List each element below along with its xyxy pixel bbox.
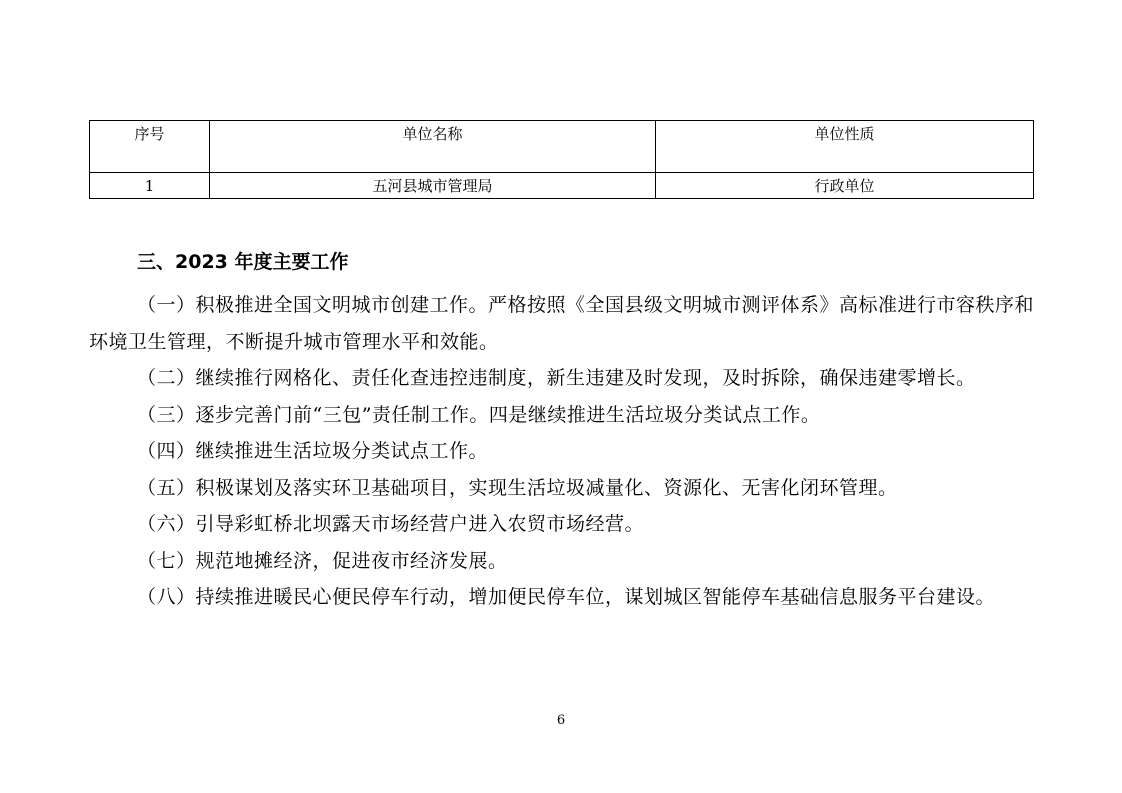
page-number: 6 [556,713,566,728]
cell-unit-name: 五河县城市管理局 [210,173,656,199]
work-item-7: （七）规范地摊经济，促进夜市经济发展。 [137,549,508,572]
cell-unit-type: 行政单位 [656,173,1034,199]
work-item-3: （三）逐步完善门前“三包”责任制工作。四是继续推进生活垃圾分类试点工作。 [137,403,821,426]
unit-table [89,120,1034,199]
work-item-8: （八）持续推进暖民心便民停车行动，增加便民停车位，谋划城区智能停车基础信息服务平台建设。 [137,586,996,608]
work-item-4: （四）继续推进生活垃圾分类试点工作。 [137,440,489,462]
section-heading: 三、2023 年度主要工作 [137,251,349,273]
work-list [89,287,1034,616]
work-item-1: （一）积极推进全国文明城市创建工作。严格按照《全国县级文明城市测评体系》高标准进行市容秩序和环境卫生管理，不断提升城市管理水平和效能。 [89,294,1035,353]
header-unit-type: 单位性质 [656,121,1034,173]
table-header-row [90,121,1034,173]
work-item-6: （六）引导彩虹桥北坝露天市场经营户进入农贸市场经营。 [137,513,645,535]
table-row [90,173,1034,199]
work-item-5: （五）积极谋划及落实环卫基础项目，实现生活垃圾减量化、资源化、无害化闭环管理。 [137,476,898,499]
cell-seq: 1 [90,173,210,199]
header-seq: 序号 [90,121,210,173]
work-item-2: （二）继续推行网格化、责任化查违控违制度，新生违建及时发现，及时拆除，确保违建零增长。 [137,367,976,389]
header-unit-name: 单位名称 [210,121,656,173]
